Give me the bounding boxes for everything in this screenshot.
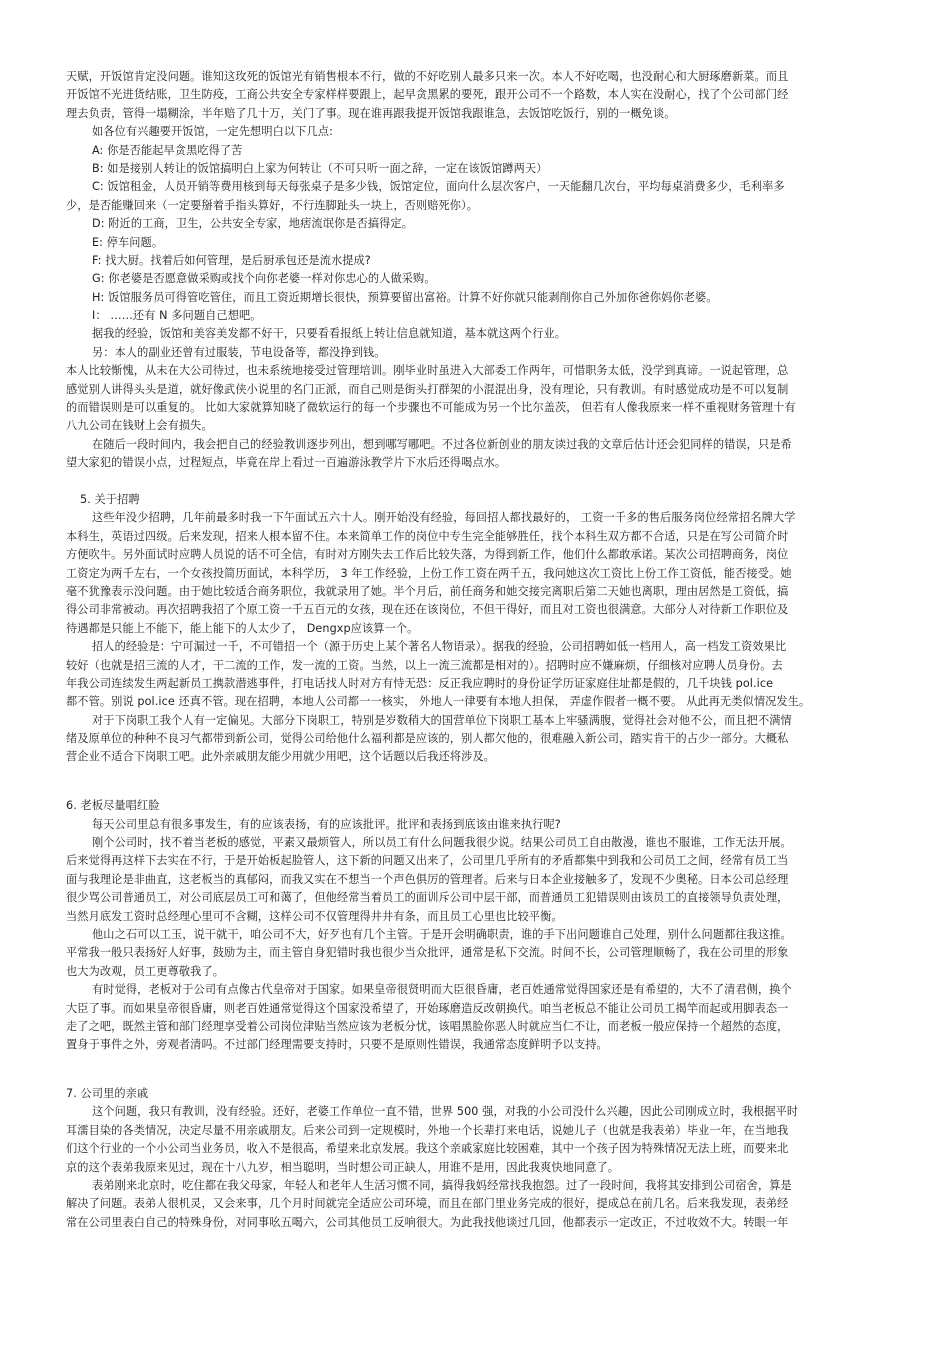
text-line: 工资定为两千左右，一个女孩投简历面试，本科学历， 3 年工作经验，上份工作工资在两千五，我问她这次工资比上份工作工资低，能否接受。她	[66, 566, 792, 580]
text-line: 耳濡目染的各类情况，决定尽量不用亲戚朋友。后来公司到一定规模时，外地一个长辈打来电话，说她儿子（也就是我表弟）毕业一年，在当地我	[66, 1123, 789, 1137]
text-line: 们这个行业的一个小公司当业务员，收入不是很高，希望来北京发展。我这个亲戚家庭比较困难，其中一个孩子因为特殊情况无法上班，而要来北	[66, 1142, 789, 1156]
text-line: 得公司非常被动。再次招聘我招了个原工资一千五百元的女孩，现在还在该岗位，不但干得好，而且对工资也很满意。大部分人对待新工作职位及	[66, 603, 789, 617]
text-line: 理去负责，管得一塌糊涂，半年赔了几十万，关门了事。现在谁再跟我提开饭馆我跟谁急，去饭馆吃饭行，别的一概免谈。	[66, 106, 676, 120]
text-line: 走了之吧，既然主管和部门经理享受着公司岗位津贴当然应该为老板分忧，该唱黑脸你恶人时就应当仁不让，而老板一般应保持一个超然的态度，	[66, 1019, 789, 1033]
text-line: 常在公司里表白自己的特殊身份，对同事吆五喝六，公司其他员工反响很大。为此我找他谈过几回，他都表示一定改正，不过收效不大。转眼一年	[66, 1215, 789, 1229]
text-line: 面与我理论是非曲直，这老板当的真郁闷，而我又实在不想当一个声色俱厉的管理者。后来与日本企业接触多了，发现不少奥秘。日本公司总经理	[66, 872, 789, 886]
text-line: 都不管。别说 pol.ice 还真不管。现在招聘，本地人公司都一一核实， 外地人一律要有本地人担保， 弄虚作假者一概不要。 从此再无类似情况发生。	[66, 695, 811, 709]
text-line: C: 饭馆租金，人员开销等费用核到每天每张桌子是多少钱，饭馆定位，面向什么层次客户，一天能翻几次台，平均每桌消费多少，毛利率多	[92, 180, 785, 194]
text-line: 望大家犯的错误小点，过程短点，毕竟在岸上看过一百遍游泳教学片下水后还得喝点水。	[66, 456, 507, 470]
text-line: 招人的经验是：宁可漏过一千，不可错招一个（源于历史上某个著名人物语录）。据我的经验，公司招聘如低一档用人，高一档发工资效果比	[92, 640, 787, 654]
text-line: 据我的经验，饭馆和美容美发都不好干，只要看看报纸上转让信息就知道，基本就这两个行业。	[92, 327, 567, 341]
text-line: 这个问题，我只有教训，没有经验。还好，老婆工作单位一直不错，世界 500 强，对我的小公司没什么兴趣，因此公司刚成立时，我根据平时	[92, 1105, 799, 1119]
section-heading: 5. 关于招聘	[80, 492, 140, 506]
paragraph-gap	[66, 1073, 880, 1085]
text-line: D: 附近的工商，卫生，公共安全专家，地痞流氓你是否搞得定。	[92, 217, 414, 231]
text-line: 待遇都是只能上不能下，能上能下的人太少了， Dengxp应该算一个。	[66, 621, 419, 635]
text-line: 的而错误则是可以重复的。 比如大家就算知晓了微软运行的每一个步骤也不可能成为另一个比尔盖茨， 但若有人像我原来一样不重视财务管理十有	[66, 401, 796, 415]
text-line: 在随后一段时间内，我会把自己的经验教训逐步列出，想到哪写哪吧。不过各位新创业的朋友读过我的文章后估计还会犯同样的错误，只是希	[92, 437, 792, 451]
text-line: 他山之石可以工玉，说干就干，咱公司不大，好歹也有几个主管。于是开会明确职责，谁的手下出问题谁自己处理，别什么问题都往我这推。	[92, 927, 792, 941]
text-line: 也大为改观，员工更尊敬我了。	[66, 964, 225, 978]
text-line: 每天公司里总有很多事发生，有的应该表扬，有的应该批评。批评和表扬到底该由谁来执行呢?	[92, 817, 561, 831]
text-line: 较好（也就是招三流的人才，干二流的工作，发一流的工资。当然，以上一流三流都是相对的）。招聘时应不嫌麻烦，仔细核对应聘人员身份。去	[66, 658, 783, 672]
text-line: 6. 老板尽量唱红脸	[66, 799, 160, 813]
text-line: 绪及原单位的种种不良习气都带到新公司，觉得公司给他什么福利都是应该的，别人都欠他的，很难融入新公司，踏实肯干的占少一部分。大概私	[66, 732, 789, 746]
text-line: 当然月底发工资时总经理心里可不含糊，这样公司不仅管理得井井有条，而且员工心里也比较平衡。	[66, 909, 563, 923]
text-line: 后来觉得再这样下去实在不行，于是开始板起脸管人，这下新的问题又出来了，公司里几乎所有的矛盾都集中到我和公司员工之间，经常有员工当	[66, 854, 789, 868]
paragraph-gap	[66, 785, 880, 797]
text-line: 很少骂公司普通员工，对公司底层员工可和蔼了，但他经常当着员工的面训斥公司中层干部，而普通员工犯错误则由该员工的直接领导负责处理，	[66, 891, 789, 905]
text-line: 本科生，英语过四级。后来发现，招来人根本留不住。本来简单工作的岗位中专生完全能够胜任，找个本科生双方都不合适，只是在写公司简介时	[66, 529, 789, 543]
paragraph-gap	[66, 473, 880, 491]
text-line: 大臣了事。而如果皇帝很昏庸，则老百姓通常觉得这个国家没希望了，开始琢磨造反改朝换代。咱当老板总不能让公司员工揭竿而起或用脚表态一	[66, 1001, 789, 1015]
text-line: G: 你老婆是否愿意做采购或找个向你老婆一样对你忠心的人做采购。	[92, 272, 436, 286]
text-line: 这些年没少招聘，几年前最多时我一下午面试五六十人。刚开始没有经验，每回招人都找最好的， 工资一千多的售后服务岗位经常招名牌大学	[92, 511, 796, 525]
text-line: 刚个公司时，找不着当老板的感觉，平素又最烦管人，所以员工有什么问题我很少说。结果公司员工自由散漫，谁也不服谁，工作无法开展。	[92, 836, 792, 850]
text-line: 平常我一般只表扬好人好事，鼓励为主，而主管自身犯错时我也很少当众批评，通常是私下交流。时间不长，公司管理顺畅了，我在公司里的形象	[66, 946, 789, 960]
text-line: 如各位有兴趣要开饭馆，一定先想明白以下几点:	[92, 125, 333, 139]
text-line: B: 如是接别人转让的饭馆搞明白上家为何转让（不可只听一面之辞，一定在该饭馆蹲两天）	[92, 161, 548, 175]
text-line: 对于下岗职工我个人有一定偏见。大部分下岗职工，特别是岁数稍大的国营单位下岗职工基本上牢骚满腹，觉得社会对他不公，而且把不满情	[92, 713, 792, 727]
text-line: 本人比较惭愧，从未在大公司待过，也未系统地接受过管理培训。刚毕业时虽进入大部委工作两年，可惜职务太低，没学到真谛。一说起管理，总	[66, 364, 789, 378]
text-line: 感觉别人讲得头头是道，就好像武侠小说里的名门正派，而自己则是街头打群架的小混混出身，没有理论，只有教训。有时感觉成功是不可以复制	[66, 382, 789, 396]
text-line: 天赋，开饭馆肯定没问题。谁知这玫死的饭馆光有销售根本不行，做的不好吃别人最多只来一次。本人不好吃喝，也没耐心和大厨琢磨新菜。而且	[66, 70, 789, 83]
text-line: 解决了问题。表弟人很机灵，又会来事，几个月时间就完全适应公司环境，而且在部门里业务完成的很好，提成总在前几名。后来我发现，表弟经	[66, 1197, 789, 1211]
text-line: 京的这个表弟我原来见过，现在十八九岁，相当聪明，当时想公司正缺人，用谁不是用，因此我爽快地同意了。	[66, 1160, 620, 1174]
text-line: 营企业不适合下岗职工吧。此外亲戚朋友能少用就少用吧，这个话题以后我还将涉及。	[66, 750, 495, 764]
text-line: 表弟刚来北京时，吃住都在我父母家，年轻人和老年人生活习惯不同，搞得我妈经常找我抱怨。过了一段时间，我将其安排到公司宿舍，算是	[92, 1179, 792, 1193]
text-line: H: 饭馆服务员可得管吃管住，而且工资近期增长很快，预算要留出富裕。计算不好你就只能剥削你自己外加你爸你妈你老婆。	[92, 290, 718, 304]
text-line: F: 找大厨。找着后如何管理，是后厨承包还是流水提成?	[92, 253, 371, 267]
text-line: A: 你是否能起早贪黑吃得了苦	[92, 143, 243, 157]
text-line: 毫不犹豫表示没问题。由于她比较适合商务职位，我就录用了她。半个月后，前任商务和她交接完离职后第二天她也离职，理由居然是工资低，搞	[66, 584, 789, 598]
text-line: 八九公司在钱财上会有损失。	[66, 419, 213, 433]
text-line: 年我公司连续发生两起新员工携款潜逃事件，打电话找人时对方有恃无恐：反正我应聘时的身份证学历证家庭住址都是假的，几千块钱 pol.ice	[66, 676, 774, 690]
text-line: I： ……还有 N 多问题自己想吧。	[92, 309, 262, 323]
text-line: 另：本人的副业还曾有过服装，节电设备等，都没挣到钱。	[92, 345, 386, 359]
text-line: 少，是否能赚回来（一定要掰着手指头算好，不行连脚趾头一块上，否则赔死你）。	[66, 198, 479, 212]
text-line: 开饭馆不光进货结账，卫生防疫，工商公共安全专家样样要跟上，起早贪黑累的要死，跟开公司不一个路数，本人实在没耐心，找了个公司部门经	[66, 88, 789, 102]
paragraph-gap	[66, 767, 880, 785]
paragraph-gap	[66, 1055, 880, 1073]
text-line: E: 停车问题。	[92, 235, 164, 249]
text-line: 方便吹牛。另外面试时应聘人员说的话不可全信，有时对方刚失去工作后比较失落，为得到新工作，他们什么都敢承诺。某次公司招聘商务，岗位	[66, 548, 789, 562]
text-line: 置身于事件之外，旁观者清吗。不过部门经理需要支持时，只要不是原则性错误，我通常态度鲜明予以支持。	[66, 1038, 608, 1052]
text-line: 7. 公司里的亲戚	[66, 1087, 149, 1101]
text-line: 有时觉得，老板对于公司有点像古代皇帝对于国家。如果皇帝很贤明而大臣很昏庸，老百姓通常觉得国家还是有希望的，大不了清君侧，换个	[92, 983, 792, 997]
